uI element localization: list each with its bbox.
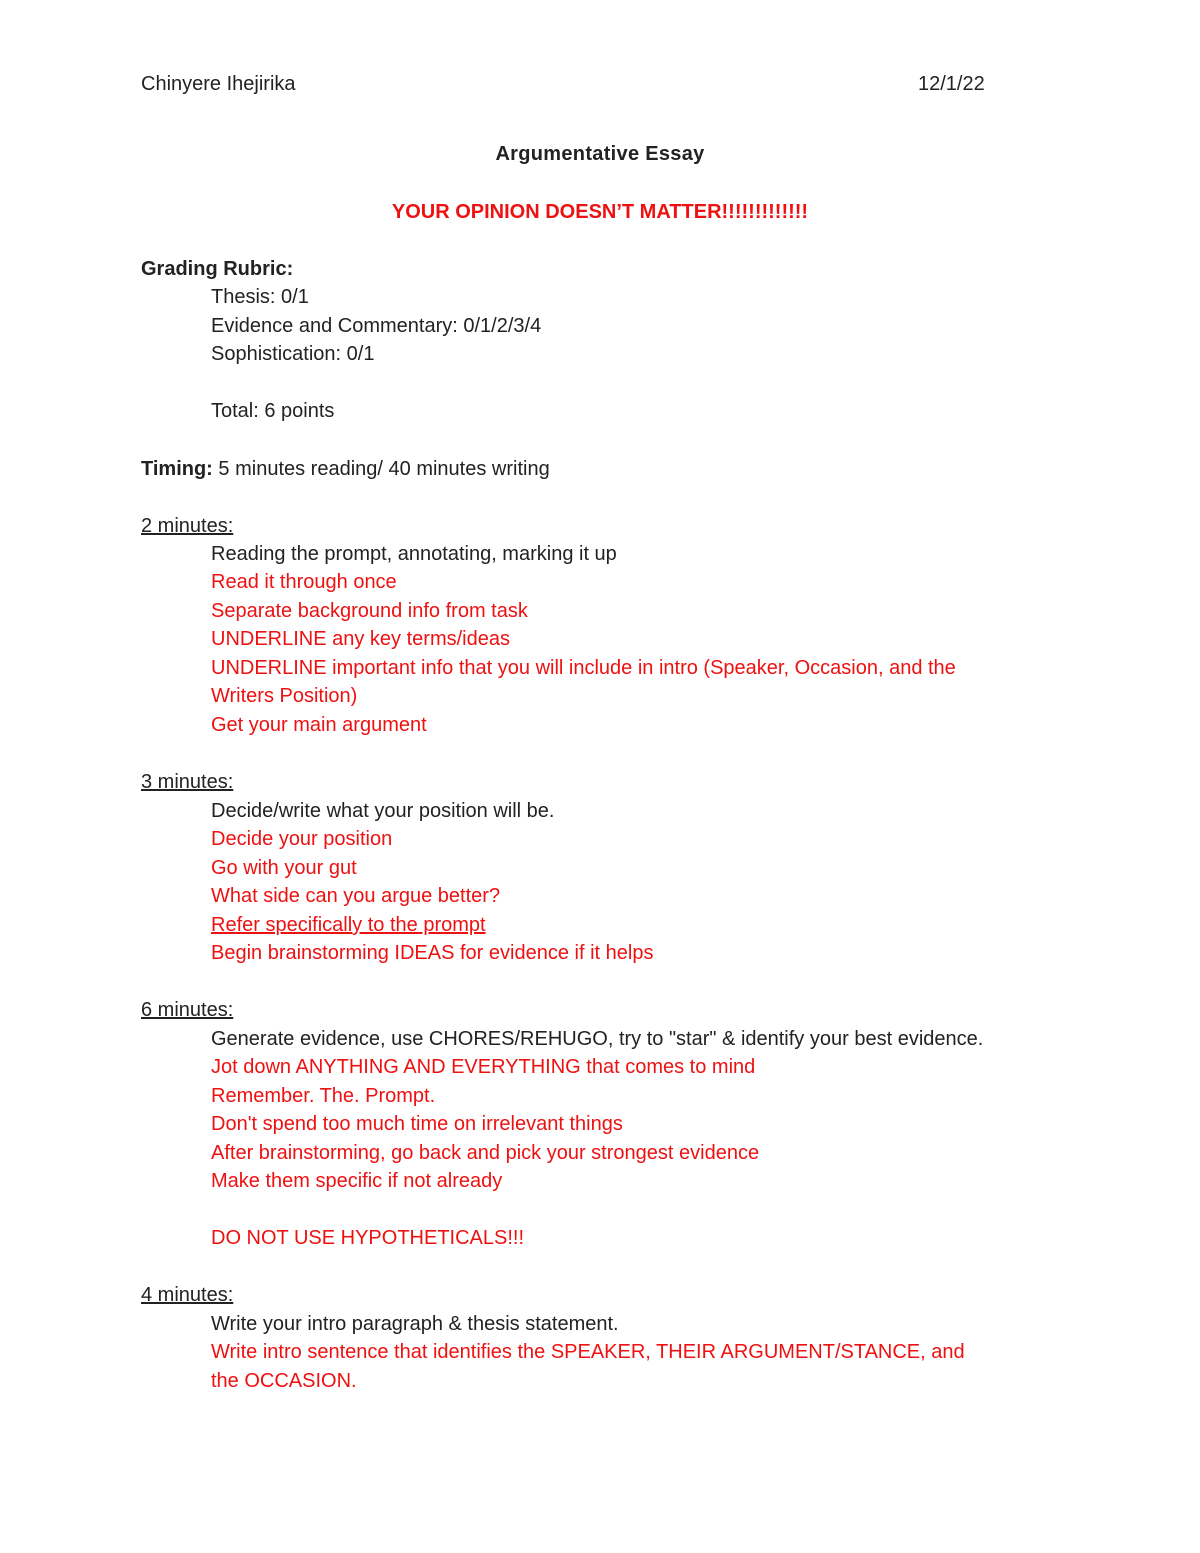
section-note: Make them specific if not already bbox=[211, 1170, 503, 1192]
section-note: Writers Position) bbox=[211, 685, 358, 707]
section-note: Write intro sentence that identifies the SPEAKER, THEIR ARGUMENT/STANCE, and bbox=[211, 1341, 965, 1363]
section-note-underlined: Refer specifically to the prompt bbox=[211, 914, 486, 936]
warning-banner: YOUR OPINION DOESN’T MATTER!!!!!!!!!!!!! bbox=[391, 201, 809, 223]
section-note: Get your main argument bbox=[211, 714, 427, 736]
section-task: Write your intro paragraph & thesis statement. bbox=[211, 1313, 619, 1335]
section-task: Decide/write what your position will be. bbox=[211, 800, 555, 822]
section-time: 4 minutes: bbox=[141, 1284, 234, 1306]
section-note: the OCCASION. bbox=[211, 1370, 357, 1392]
timing-label: Timing: bbox=[141, 458, 213, 480]
section-note: Read it through once bbox=[211, 571, 397, 593]
rubric-item: Thesis: 0/1 bbox=[211, 286, 309, 308]
rubric-total: Total: 6 points bbox=[211, 400, 335, 422]
document-date: 12/1/22 bbox=[918, 73, 985, 95]
section-time: 3 minutes: bbox=[141, 771, 234, 793]
section-note: Don't spend too much time on irrelevant things bbox=[211, 1113, 623, 1135]
section-task: Generate evidence, use CHORES/REHUGO, try to "star" & identify your best evidence. bbox=[211, 1028, 984, 1050]
section-note: Jot down ANYTHING AND EVERYTHING that comes to mind bbox=[211, 1056, 756, 1078]
section-note: UNDERLINE important info that you will include in intro (Speaker, Occasion, and the bbox=[211, 657, 956, 679]
section-note-warning: DO NOT USE HYPOTHETICALS!!! bbox=[211, 1227, 525, 1249]
rubric-heading: Grading Rubric: bbox=[141, 258, 294, 280]
section-time: 6 minutes: bbox=[141, 999, 234, 1021]
section-task: Reading the prompt, annotating, marking it up bbox=[211, 543, 617, 565]
section-note: UNDERLINE any key terms/ideas bbox=[211, 628, 510, 650]
section-note: Go with your gut bbox=[211, 857, 357, 879]
section-note: Separate background info from task bbox=[211, 600, 528, 622]
document-title: Argumentative Essay bbox=[495, 143, 705, 165]
rubric-item: Sophistication: 0/1 bbox=[211, 343, 375, 365]
section-note: What side can you argue better? bbox=[211, 885, 501, 907]
section-note: Decide your position bbox=[211, 828, 393, 850]
section-note: Begin brainstorming IDEAS for evidence if it helps bbox=[211, 942, 654, 964]
section-note: After brainstorming, go back and pick your strongest evidence bbox=[211, 1142, 760, 1164]
section-note: Remember. The. Prompt. bbox=[211, 1085, 436, 1107]
author-name: Chinyere Ihejirika bbox=[141, 73, 296, 95]
rubric-item: Evidence and Commentary: 0/1/2/3/4 bbox=[211, 315, 542, 337]
timing-value: 5 minutes reading/ 40 minutes writing bbox=[212, 458, 550, 480]
timing-line bbox=[141, 457, 550, 481]
section-time: 2 minutes: bbox=[141, 515, 234, 537]
